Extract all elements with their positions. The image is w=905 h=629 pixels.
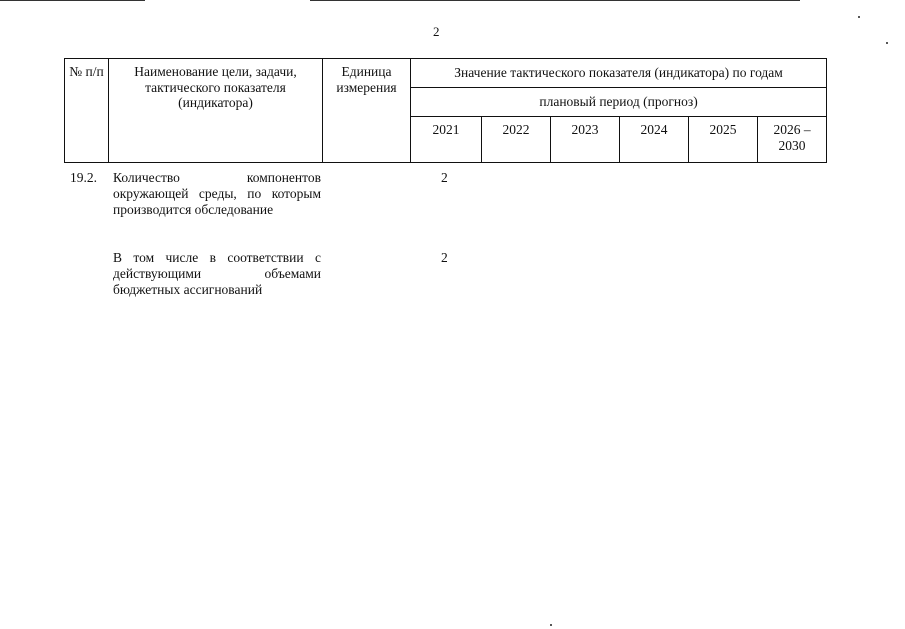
row-name: Количество компонентов окружающей среды, по которым производится обследование	[113, 170, 321, 218]
scan-edge-right	[310, 0, 800, 1]
scan-speck	[858, 16, 860, 18]
header-values: Значение тактического показателя (индикатора) по годам	[411, 59, 827, 88]
indicator-table-header	[64, 58, 827, 163]
page-number: 2	[433, 24, 440, 39]
header-year: 2024	[620, 117, 689, 163]
scan-speck	[886, 42, 888, 44]
header-year: 2025	[689, 117, 758, 163]
scan-edge-left	[0, 0, 145, 1]
header-planned-period: плановый период (прогноз)	[411, 88, 827, 117]
row-name: В том числе в соответствии с действующими объемами бюджетных ассигнований	[113, 250, 321, 298]
header-year: 2026 – 2030	[758, 117, 827, 163]
row-number: 19.2.	[70, 170, 97, 185]
row-value-2021: 2	[441, 250, 448, 265]
header-unit: Единица измерения	[323, 59, 411, 163]
row-value-2021: 2	[441, 170, 448, 185]
header-year: 2021	[411, 117, 482, 163]
scan-speck	[550, 624, 552, 626]
header-number: № п/п	[65, 59, 109, 163]
header-year: 2023	[551, 117, 620, 163]
header-name: Наименование цели, задачи, тактического показателя (индикатора)	[109, 59, 323, 163]
header-year: 2022	[482, 117, 551, 163]
